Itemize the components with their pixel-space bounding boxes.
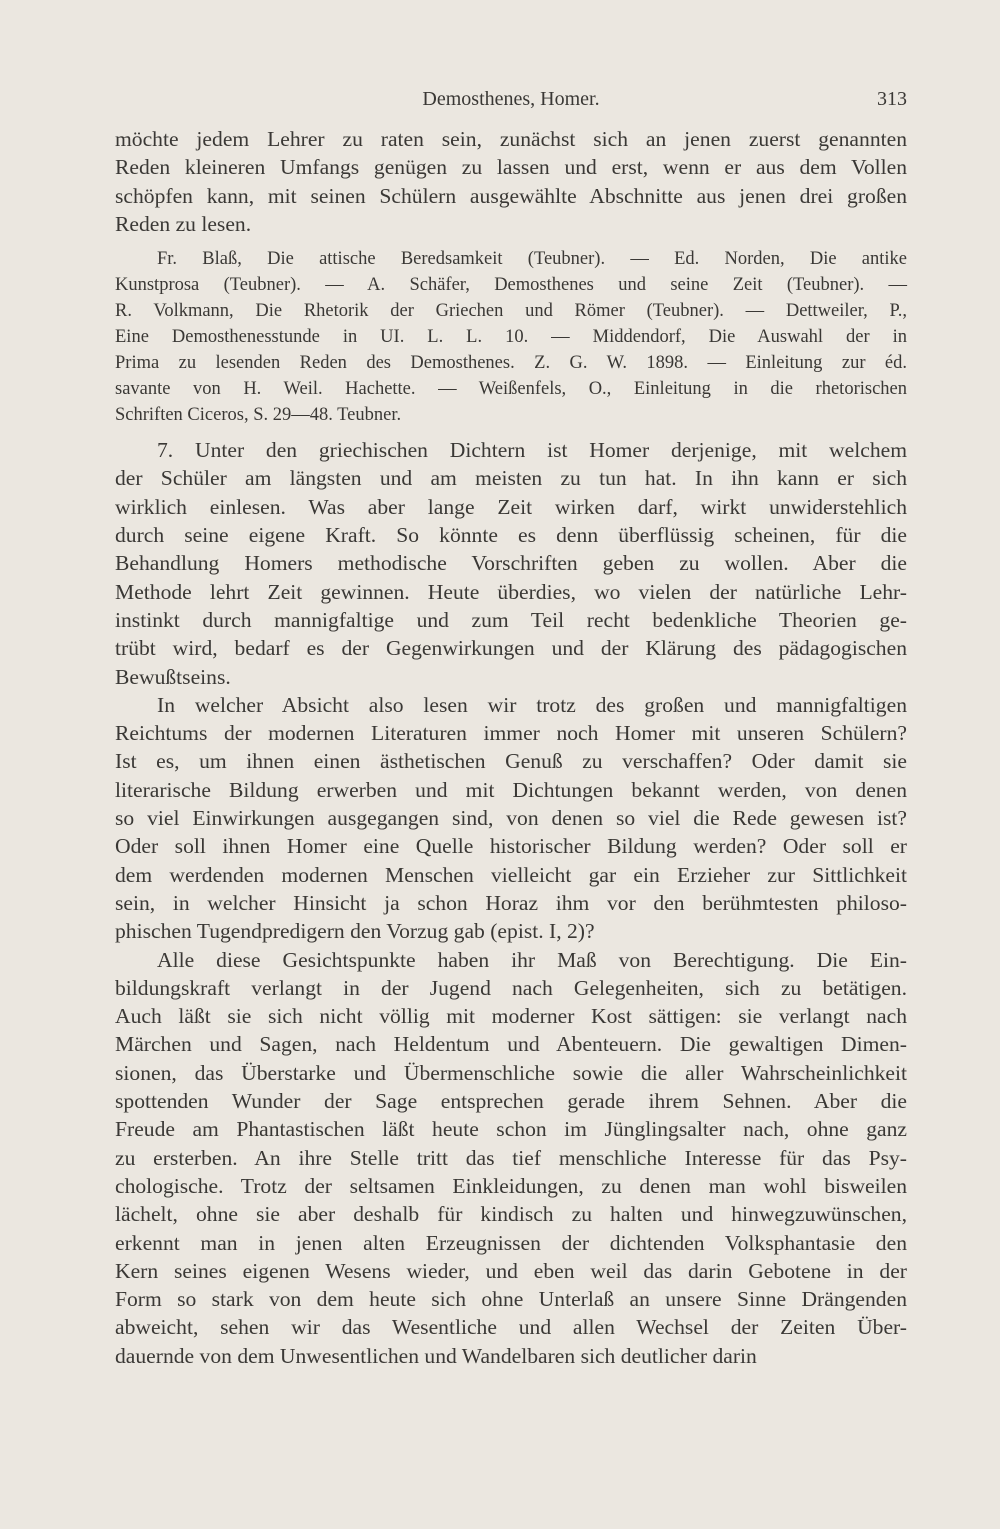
text-line: dauernde von dem Unwesentlichen und Wandelbaren sich deutlicher darin [115,1343,757,1368]
paragraph-literature [115,246,907,428]
text-line: trübt wird, bedarf es der Gegenwirkungen und der Klärung des pädagogischen [115,636,907,661]
text-line: Kern seines eigenen Wesens wieder, und eben weil das darin Gebotene in der [115,1258,907,1283]
text-line: Schriften Ciceros, S. 29—48. Teubner. [115,405,402,426]
page-number: 313 [877,88,907,110]
text-line: savante von H. Weil. Hachette. — Weißenfels, O., Einleitung in die rhetorischen [115,379,907,400]
text-line: abweicht, sehen wir das Wesentliche und allen Wechsel der Zeiten Über- [115,1315,907,1340]
text-line: literarische Bildung erwerben und mit Dichtungen bekannt werden, von denen [115,777,907,802]
paragraph-gap [115,238,907,246]
paragraph-p1 [115,125,907,238]
text-line: Alle diese Gesichtspunkte haben ihr Maß von Berechtigung. Die Ein- [157,947,907,972]
text-line: durch seine eigene Kraft. So könnte es denn überflüssig scheinen, für die [115,523,907,548]
text-line: wirklich einlesen. Was aber lange Zeit wirken darf, wirkt unwiderstehlich [115,494,907,519]
paragraph-p7 [115,436,907,691]
text-line: Form so stark von dem heute sich ohne Unterlaß an unsere Sinne Drängenden [115,1287,907,1312]
page-header [115,88,907,118]
text-line: R. Volkmann, Die Rhetorik der Griechen und Römer (Teubner). — Dettweiler, P., [115,301,907,322]
running-title: Demosthenes, Homer. [422,88,600,110]
text-line: Behandlung Homers methodische Vorschriften geben zu wollen. Aber die [115,551,907,576]
text-line: sionen, das Überstarke und Übermenschliche sowie die aller Wahrscheinlichkeit [115,1060,907,1085]
text-line: bildungskraft verlangt in der Jugend nach Gelegenheiten, sich zu betätigen. [115,975,907,1000]
text-line: spottenden Wunder der Sage entsprechen gerade ihrem Sehnen. Aber die [115,1089,907,1114]
text-line: Methode lehrt Zeit gewinnen. Heute überdies, wo vielen der natürliche Lehr- [115,579,907,604]
body-text [115,125,907,1370]
text-line: Märchen und Sagen, nach Heldentum und Abenteuern. Die gewaltigen Dimen- [115,1032,907,1057]
text-line: phischen Tugendpredigern den Vorzug gab (epist. I, 2)? [115,919,595,944]
text-line: Oder soll ihnen Homer eine Quelle historischer Bildung werden? Oder soll er [115,834,907,859]
text-line: zu ersterben. An ihre Stelle tritt das tief menschliche Interesse für das Psy- [115,1145,907,1170]
text-line: so viel Einwirkungen ausgegangen sind, von denen so viel die Rede gewesen ist? [115,806,907,831]
text-line: Eine Demosthenesstunde in UI. L. L. 10. — Middendorf, Die Auswahl der in [115,327,907,348]
paragraph-gap [115,428,907,436]
text-line: sein, in welcher Hinsicht ja schon Horaz ihm vor den berühmtesten philoso- [115,890,907,915]
text-line: dem werdenden modernen Menschen vielleicht gar ein Erzieher zur Sittlichkeit [115,862,907,887]
text-line: Ist es, um ihnen einen ästhetischen Genuß zu verschaffen? Oder damit sie [115,749,907,774]
text-line: möchte jedem Lehrer zu raten sein, zunächst sich an jenen zuerst genannten [115,127,907,151]
text-line: der Schüler am längsten und am meisten zu tun hat. In ihn kann er sich [115,466,907,491]
text-line: Bewußtseins. [115,664,231,689]
text-line: instinkt durch mannigfaltige und zum Teil recht bedenkliche Theorien ge- [115,607,907,632]
text-line: Reden zu lesen. [115,211,252,236]
text-line: Freude am Phantastischen läßt heute schon im Jünglingsalter nach, ohne ganz [115,1117,907,1142]
paragraph-p9 [115,946,907,1370]
text-line: chologische. Trotz der seltsamen Einkleidungen, zu denen man wohl bisweilen [115,1173,907,1198]
text-line: Kunstprosa (Teubner). — A. Schäfer, Demosthenes und seine Zeit (Teubner). — [115,275,907,296]
text-line: erkennt man in jenen alten Erzeugnissen der dichtenden Volksphantasie den [115,1230,907,1255]
text-line: Reden kleineren Umfangs genügen zu lassen und erst, wenn er aus dem Vollen [115,155,907,180]
text-line: Fr. Blaß, Die attische Beredsamkeit (Teubner). — Ed. Norden, Die antike [157,249,907,270]
text-line: Prima zu lesenden Reden des Demosthenes. Z. G. W. 1898. — Einleitung zur éd. [115,353,907,374]
text-line: Reichtums der modernen Literaturen immer noch Homer mit unseren Schülern? [115,721,907,746]
text-line: schöpfen kann, mit seinen Schülern ausgewählte Abschnitte aus jenen drei großen [115,183,907,208]
text-line: Auch läßt sie sich nicht völlig mit moderner Kost sättigen: sie verlangt nach [115,1004,907,1029]
text-line: lächelt, ohne sie aber deshalb für kindisch zu halten und hinwegzuwünschen, [115,1202,907,1227]
text-line: 7. Unter den griechischen Dichtern ist Homer derjenige, mit welchem [157,438,907,463]
text-line: In welcher Absicht also lesen wir trotz des großen und mannigfaltigen [157,692,907,717]
paragraph-p8 [115,691,907,946]
